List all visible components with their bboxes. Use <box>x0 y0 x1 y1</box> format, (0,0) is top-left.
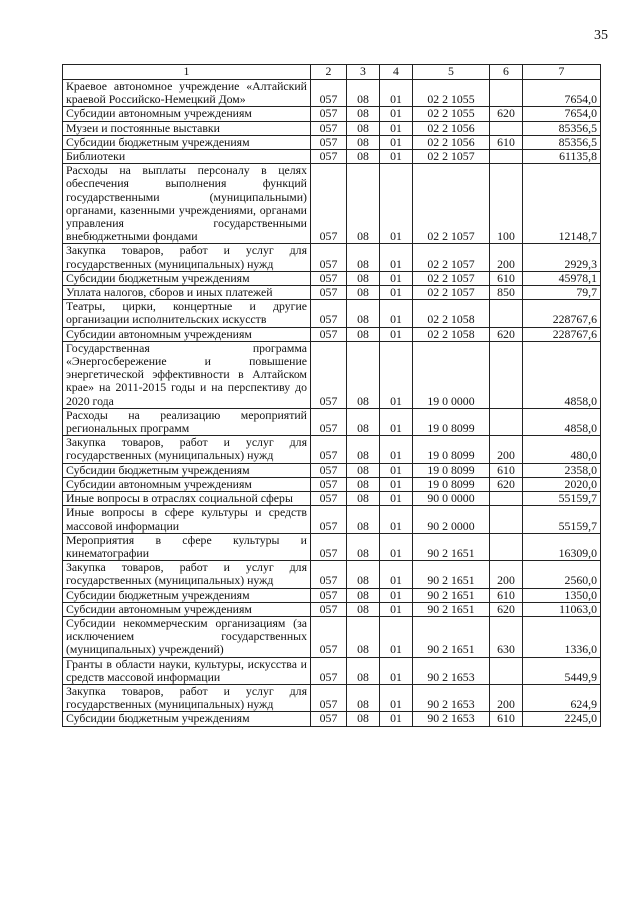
row-expense-type-cell: 100 <box>490 164 523 244</box>
row-expense-type-cell <box>490 150 523 164</box>
row-subsection-cell: 01 <box>380 533 413 560</box>
row-subsection-cell: 01 <box>380 657 413 684</box>
row-expense-type-cell: 620 <box>490 477 523 491</box>
table-row <box>63 588 601 602</box>
row-sum-cell: 4858,0 <box>523 408 601 435</box>
row-name-cell: Закупка товаров, работ и услуг для государственных (муниципальных) нужд <box>63 561 311 588</box>
row-section-cell: 08 <box>347 135 380 149</box>
row-name-cell: Субсидии бюджетным учреждениям <box>63 588 311 602</box>
row-name-cell: Субсидии автономным учреждениям <box>63 107 311 121</box>
table-row <box>63 506 601 533</box>
row-subsection-cell: 01 <box>380 121 413 135</box>
row-sum-cell: 7654,0 <box>523 107 601 121</box>
row-section-cell: 08 <box>347 588 380 602</box>
row-section-cell: 08 <box>347 712 380 726</box>
row-name-cell: Расходы на реализацию мероприятий региональных программ <box>63 408 311 435</box>
row-grbs-cell: 057 <box>311 271 347 285</box>
row-target-article-cell: 90 0 0000 <box>413 492 490 506</box>
row-subsection-cell: 01 <box>380 684 413 711</box>
row-section-cell: 08 <box>347 286 380 300</box>
row-sum-cell: 55159,7 <box>523 506 601 533</box>
table-row <box>63 463 601 477</box>
row-target-article-cell: 02 2 1055 <box>413 80 490 107</box>
table-row <box>63 80 601 107</box>
row-subsection-cell: 01 <box>380 150 413 164</box>
row-name-cell: Краевое автономное учреждение «Алтайский краевой Российско-Немецкий Дом» <box>63 80 311 107</box>
row-sum-cell: 5449,9 <box>523 657 601 684</box>
row-subsection-cell: 01 <box>380 436 413 463</box>
row-expense-type-cell: 850 <box>490 286 523 300</box>
row-name-cell: Закупка товаров, работ и услуг для государственных (муниципальных) нужд <box>63 244 311 271</box>
row-subsection-cell: 01 <box>380 164 413 244</box>
row-sum-cell: 45978,1 <box>523 271 601 285</box>
row-target-article-cell: 02 2 1057 <box>413 286 490 300</box>
row-sum-cell: 16309,0 <box>523 533 601 560</box>
row-subsection-cell: 01 <box>380 80 413 107</box>
row-grbs-cell: 057 <box>311 463 347 477</box>
row-grbs-cell: 057 <box>311 561 347 588</box>
row-grbs-cell: 057 <box>311 492 347 506</box>
table-row <box>63 492 601 506</box>
row-section-cell: 08 <box>347 327 380 341</box>
row-target-article-cell: 90 2 1651 <box>413 561 490 588</box>
column-header: 2 <box>311 65 347 80</box>
table-row <box>63 244 601 271</box>
row-sum-cell: 2020,0 <box>523 477 601 491</box>
row-target-article-cell: 90 2 1651 <box>413 616 490 657</box>
row-grbs-cell: 057 <box>311 588 347 602</box>
row-expense-type-cell <box>490 121 523 135</box>
table-row <box>63 436 601 463</box>
row-sum-cell: 12148,7 <box>523 164 601 244</box>
row-section-cell: 08 <box>347 164 380 244</box>
table-row <box>63 684 601 711</box>
row-sum-cell: 1336,0 <box>523 616 601 657</box>
row-subsection-cell: 01 <box>380 107 413 121</box>
row-grbs-cell: 057 <box>311 477 347 491</box>
row-subsection-cell: 01 <box>380 492 413 506</box>
row-grbs-cell: 057 <box>311 244 347 271</box>
row-section-cell: 08 <box>347 463 380 477</box>
row-name-cell: Субсидии автономным учреждениям <box>63 477 311 491</box>
table-row <box>63 477 601 491</box>
table-row <box>63 300 601 327</box>
row-grbs-cell: 057 <box>311 327 347 341</box>
row-expense-type-cell: 200 <box>490 244 523 271</box>
row-sum-cell: 1350,0 <box>523 588 601 602</box>
row-subsection-cell: 01 <box>380 477 413 491</box>
row-grbs-cell: 057 <box>311 408 347 435</box>
table-row <box>63 712 601 726</box>
row-grbs-cell: 057 <box>311 684 347 711</box>
row-section-cell: 08 <box>347 616 380 657</box>
row-section-cell: 08 <box>347 533 380 560</box>
row-name-cell: Библиотеки <box>63 150 311 164</box>
row-subsection-cell: 01 <box>380 327 413 341</box>
row-section-cell: 08 <box>347 436 380 463</box>
row-grbs-cell: 057 <box>311 286 347 300</box>
table-row <box>63 150 601 164</box>
row-name-cell: Музеи и постоянные выставки <box>63 121 311 135</box>
row-section-cell: 08 <box>347 107 380 121</box>
column-header: 3 <box>347 65 380 80</box>
row-expense-type-cell: 620 <box>490 107 523 121</box>
row-name-cell: Субсидии автономным учреждениям <box>63 327 311 341</box>
table-row <box>63 616 601 657</box>
row-grbs-cell: 057 <box>311 150 347 164</box>
row-subsection-cell: 01 <box>380 588 413 602</box>
row-expense-type-cell <box>490 657 523 684</box>
row-sum-cell: 11063,0 <box>523 602 601 616</box>
row-sum-cell: 55159,7 <box>523 492 601 506</box>
row-target-article-cell: 90 2 1651 <box>413 588 490 602</box>
row-name-cell: Субсидии бюджетным учреждениям <box>63 271 311 285</box>
row-sum-cell: 624,9 <box>523 684 601 711</box>
row-sum-cell: 85356,5 <box>523 135 601 149</box>
row-target-article-cell: 02 2 1058 <box>413 300 490 327</box>
row-expense-type-cell: 610 <box>490 135 523 149</box>
row-section-cell: 08 <box>347 684 380 711</box>
column-header: 1 <box>63 65 311 80</box>
row-target-article-cell: 90 2 1653 <box>413 657 490 684</box>
row-sum-cell: 79,7 <box>523 286 601 300</box>
table-row <box>63 561 601 588</box>
row-expense-type-cell <box>490 506 523 533</box>
row-expense-type-cell: 610 <box>490 588 523 602</box>
table-row <box>63 408 601 435</box>
table-row <box>63 602 601 616</box>
row-expense-type-cell <box>490 80 523 107</box>
page-number: 35 <box>594 28 608 43</box>
row-grbs-cell: 057 <box>311 107 347 121</box>
row-section-cell: 08 <box>347 300 380 327</box>
row-subsection-cell: 01 <box>380 463 413 477</box>
table-row <box>63 286 601 300</box>
row-target-article-cell: 19 0 8099 <box>413 408 490 435</box>
row-target-article-cell: 02 2 1056 <box>413 135 490 149</box>
row-name-cell: Субсидии бюджетным учреждениям <box>63 135 311 149</box>
row-expense-type-cell: 200 <box>490 684 523 711</box>
row-target-article-cell: 90 2 1651 <box>413 533 490 560</box>
row-grbs-cell: 057 <box>311 616 347 657</box>
row-target-article-cell: 90 2 0000 <box>413 506 490 533</box>
row-name-cell: Мероприятия в сфере культуры и кинематографии <box>63 533 311 560</box>
row-expense-type-cell: 610 <box>490 271 523 285</box>
row-name-cell: Иные вопросы в сфере культуры и средств массовой информации <box>63 506 311 533</box>
row-grbs-cell: 057 <box>311 436 347 463</box>
row-target-article-cell: 02 2 1057 <box>413 164 490 244</box>
row-name-cell: Уплата налогов, сборов и иных платежей <box>63 286 311 300</box>
row-section-cell: 08 <box>347 341 380 408</box>
row-section-cell: 08 <box>347 244 380 271</box>
row-subsection-cell: 01 <box>380 286 413 300</box>
table-row <box>63 657 601 684</box>
row-grbs-cell: 057 <box>311 602 347 616</box>
row-grbs-cell: 057 <box>311 506 347 533</box>
table-row <box>63 271 601 285</box>
row-sum-cell: 4858,0 <box>523 341 601 408</box>
row-subsection-cell: 01 <box>380 616 413 657</box>
row-name-cell: Государственная программа «Энергосбережение и повышение энергетической эффективности в Алтайском крае» на 2011-2015 годы и на перспективу до 2020 года <box>63 341 311 408</box>
row-name-cell: Субсидии некоммерческим организациям (за исключением государственных (муниципальных) учреждений) <box>63 616 311 657</box>
row-sum-cell: 61135,8 <box>523 150 601 164</box>
row-target-article-cell: 19 0 0000 <box>413 341 490 408</box>
row-subsection-cell: 01 <box>380 561 413 588</box>
row-sum-cell: 228767,6 <box>523 300 601 327</box>
row-section-cell: 08 <box>347 506 380 533</box>
row-name-cell: Закупка товаров, работ и услуг для государственных (муниципальных) нужд <box>63 436 311 463</box>
row-section-cell: 08 <box>347 150 380 164</box>
row-name-cell: Расходы на выплаты персоналу в целях обеспечения выполнения функций государственными (муниципальными) органами, казенными учреждениями, органами управления государственными внебюджетными фондами <box>63 164 311 244</box>
table-row <box>63 164 601 244</box>
row-name-cell: Театры, цирки, концертные и другие организации исполнительских искусств <box>63 300 311 327</box>
row-expense-type-cell: 620 <box>490 327 523 341</box>
table-row <box>63 533 601 560</box>
table-row <box>63 135 601 149</box>
row-grbs-cell: 057 <box>311 533 347 560</box>
row-expense-type-cell <box>490 533 523 560</box>
row-section-cell: 08 <box>347 80 380 107</box>
row-section-cell: 08 <box>347 492 380 506</box>
table-row <box>63 327 601 341</box>
row-target-article-cell: 19 0 8099 <box>413 463 490 477</box>
row-expense-type-cell <box>490 408 523 435</box>
row-sum-cell: 2358,0 <box>523 463 601 477</box>
row-name-cell: Субсидии автономным учреждениям <box>63 602 311 616</box>
row-sum-cell: 480,0 <box>523 436 601 463</box>
row-section-cell: 08 <box>347 602 380 616</box>
row-sum-cell: 7654,0 <box>523 80 601 107</box>
row-section-cell: 08 <box>347 408 380 435</box>
column-header: 6 <box>490 65 523 80</box>
column-header: 7 <box>523 65 601 80</box>
table-row <box>63 341 601 408</box>
row-expense-type-cell: 620 <box>490 602 523 616</box>
row-subsection-cell: 01 <box>380 244 413 271</box>
row-subsection-cell: 01 <box>380 300 413 327</box>
row-subsection-cell: 01 <box>380 408 413 435</box>
column-header: 5 <box>413 65 490 80</box>
row-target-article-cell: 02 2 1057 <box>413 150 490 164</box>
row-subsection-cell: 01 <box>380 135 413 149</box>
row-target-article-cell: 02 2 1055 <box>413 107 490 121</box>
row-subsection-cell: 01 <box>380 341 413 408</box>
table-header-row <box>63 65 601 80</box>
row-target-article-cell: 90 2 1653 <box>413 712 490 726</box>
row-expense-type-cell <box>490 341 523 408</box>
row-expense-type-cell: 630 <box>490 616 523 657</box>
table-row <box>63 107 601 121</box>
row-expense-type-cell: 610 <box>490 463 523 477</box>
row-subsection-cell: 01 <box>380 602 413 616</box>
row-expense-type-cell <box>490 300 523 327</box>
row-name-cell: Гранты в области науки, культуры, искусства и средств массовой информации <box>63 657 311 684</box>
row-target-article-cell: 19 0 8099 <box>413 436 490 463</box>
row-grbs-cell: 057 <box>311 657 347 684</box>
row-target-article-cell: 02 2 1058 <box>413 327 490 341</box>
row-name-cell: Субсидии бюджетным учреждениям <box>63 712 311 726</box>
row-target-article-cell: 90 2 1651 <box>413 602 490 616</box>
row-subsection-cell: 01 <box>380 712 413 726</box>
row-expense-type-cell: 610 <box>490 712 523 726</box>
row-sum-cell: 2245,0 <box>523 712 601 726</box>
row-grbs-cell: 057 <box>311 121 347 135</box>
row-expense-type-cell <box>490 492 523 506</box>
row-name-cell: Субсидии бюджетным учреждениям <box>63 463 311 477</box>
row-section-cell: 08 <box>347 657 380 684</box>
row-subsection-cell: 01 <box>380 271 413 285</box>
row-target-article-cell: 02 2 1057 <box>413 244 490 271</box>
row-section-cell: 08 <box>347 561 380 588</box>
row-expense-type-cell: 200 <box>490 561 523 588</box>
budget-table <box>62 64 601 727</box>
row-grbs-cell: 057 <box>311 135 347 149</box>
row-name-cell: Закупка товаров, работ и услуг для государственных (муниципальных) нужд <box>63 684 311 711</box>
row-sum-cell: 2560,0 <box>523 561 601 588</box>
row-grbs-cell: 057 <box>311 164 347 244</box>
column-header: 4 <box>380 65 413 80</box>
row-name-cell: Иные вопросы в отраслях социальной сферы <box>63 492 311 506</box>
row-section-cell: 08 <box>347 271 380 285</box>
row-subsection-cell: 01 <box>380 506 413 533</box>
row-target-article-cell: 02 2 1056 <box>413 121 490 135</box>
table-row <box>63 121 601 135</box>
row-sum-cell: 85356,5 <box>523 121 601 135</box>
row-grbs-cell: 057 <box>311 712 347 726</box>
row-section-cell: 08 <box>347 477 380 491</box>
row-section-cell: 08 <box>347 121 380 135</box>
row-sum-cell: 2929,3 <box>523 244 601 271</box>
row-expense-type-cell: 200 <box>490 436 523 463</box>
row-grbs-cell: 057 <box>311 300 347 327</box>
table-body <box>63 80 601 727</box>
row-target-article-cell: 90 2 1653 <box>413 684 490 711</box>
row-target-article-cell: 19 0 8099 <box>413 477 490 491</box>
row-sum-cell: 228767,6 <box>523 327 601 341</box>
row-target-article-cell: 02 2 1057 <box>413 271 490 285</box>
row-grbs-cell: 057 <box>311 341 347 408</box>
row-grbs-cell: 057 <box>311 80 347 107</box>
